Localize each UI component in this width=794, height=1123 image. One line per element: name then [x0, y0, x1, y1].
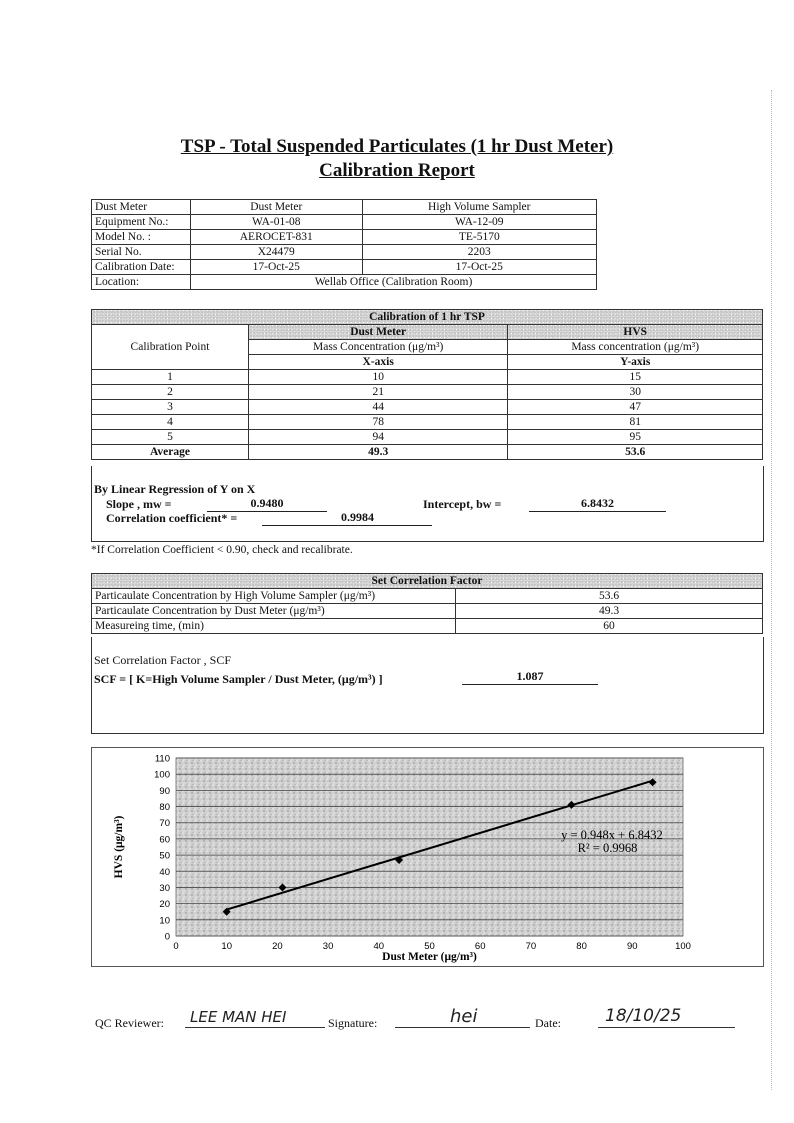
scf-formula: SCF = [ K=High Volume Sampler / Dust Meter, (μg/m³) ] [94, 672, 383, 686]
table-cell: 15 [508, 370, 763, 385]
table-row [92, 574, 763, 589]
table-cell: 4 [92, 415, 249, 430]
scf-value: 1.087 [462, 669, 598, 685]
calibration-chart [91, 747, 764, 967]
axis-label: Y-axis [508, 355, 763, 370]
average-x: 49.3 [249, 445, 508, 460]
table-row [92, 604, 763, 619]
table-row [92, 260, 597, 275]
table-cell: 49.3 [456, 604, 763, 619]
table-row [92, 370, 763, 385]
table-cell: 47 [508, 400, 763, 415]
correlation-label: Correlation coefficient* = [106, 511, 238, 525]
table-row [92, 325, 763, 340]
column-unit: Mass concentration (μg/m³) [508, 340, 763, 355]
table-cell: 30 [508, 385, 763, 400]
correlation-value-text: 0.9984 [341, 510, 374, 524]
calibration-table [91, 309, 763, 460]
table-cell: X24479 [191, 245, 363, 260]
scf-table [91, 573, 763, 634]
table-row [92, 415, 763, 430]
column-unit: Mass Concentration (μg/m³) [249, 340, 508, 355]
r-squared-label: R² = 0.9968 [577, 840, 638, 855]
intercept-value: 6.8432 [529, 496, 666, 512]
table-cell: 1 [92, 370, 249, 385]
y-tick-label: 0 [164, 931, 170, 943]
signature-label: Signature: [328, 1016, 378, 1030]
table-row [92, 245, 597, 260]
table-cell: 53.6 [456, 589, 763, 604]
intercept-label: Intercept, bw = [423, 497, 502, 511]
table-row [92, 230, 597, 245]
x-axis-label: Dust Meter (μg/m³) [382, 951, 477, 963]
table-row [92, 400, 763, 415]
x-tick-label: 10 [221, 941, 232, 952]
table-cell: 2203 [362, 245, 596, 260]
table-cell: Model No. : [92, 230, 191, 245]
table-cell: 94 [249, 430, 508, 445]
table-cell: 17-Oct-25 [362, 260, 596, 275]
table-row [92, 385, 763, 400]
scf-label: Set Correlation Factor , SCF [94, 653, 231, 667]
section-header: Set Correlation Factor [92, 574, 763, 589]
table-cell: 10 [249, 370, 508, 385]
x-tick-label: 80 [576, 941, 587, 952]
x-tick-label: 20 [272, 941, 283, 952]
table-cell: 95 [508, 430, 763, 445]
y-tick-label: 90 [159, 785, 170, 797]
table-cell: Dust Meter [92, 200, 191, 215]
x-tick-label: 60 [474, 941, 486, 952]
scf-box [91, 637, 764, 734]
y-tick-label: 20 [159, 899, 170, 911]
slope-label: Slope , mw = [106, 497, 172, 511]
table-cell: Calibration Date: [92, 260, 191, 275]
x-tick-label: 40 [373, 941, 385, 952]
axis-label: X-axis [249, 355, 508, 370]
column-header: HVS [508, 325, 763, 340]
x-tick-label: 70 [525, 941, 537, 952]
x-tick-label: 90 [627, 941, 638, 952]
y-tick-label: 100 [154, 769, 170, 781]
table-row [92, 430, 763, 445]
signature-line [395, 1027, 530, 1028]
x-tick-label: 100 [675, 941, 691, 952]
table-cell: Particaulate Concentration by High Volume Sampler (μg/m³) [92, 589, 456, 604]
slope-value: 0.9480 [207, 496, 327, 512]
correlation-value [262, 510, 432, 526]
table-cell: 78 [249, 415, 508, 430]
table-row [92, 200, 597, 215]
table-row [92, 445, 763, 460]
table-cell: 60 [456, 619, 763, 634]
date-value: 18/10/25 [605, 1006, 682, 1026]
table-cell: 21 [249, 385, 508, 400]
table-cell: 44 [249, 400, 508, 415]
chart-svg [92, 748, 763, 966]
y-axis-ticks [154, 754, 170, 943]
table-cell: TE-5170 [362, 230, 596, 245]
reviewer-name: LEE MAN HEI [190, 1008, 287, 1026]
reviewer-line [185, 1027, 325, 1028]
regression-box [91, 466, 764, 542]
table-row [92, 215, 597, 230]
y-axis-label: HVS (μg/m³) [113, 815, 125, 879]
table-cell: Particaulate Concentration by Dust Meter (μg/m³) [92, 604, 456, 619]
section-header: Calibration of 1 hr TSP [92, 310, 763, 325]
table-cell: 17-Oct-25 [191, 260, 363, 275]
table-cell: Wellab Office (Calibration Room) [191, 275, 597, 290]
table-cell: WA-12-09 [362, 215, 596, 230]
table-row [92, 619, 763, 634]
y-tick-label: 30 [159, 882, 170, 894]
table-cell: 5 [92, 430, 249, 445]
table-cell: Location: [92, 275, 191, 290]
y-tick-label: 10 [159, 915, 170, 927]
regression-heading: By Linear Regression of Y on X [94, 482, 256, 496]
page-edge-line [771, 90, 772, 1090]
date-label: Date: [535, 1016, 561, 1030]
table-cell: WA-01-08 [191, 215, 363, 230]
table-cell: High Volume Sampler [362, 200, 596, 215]
trendline-equation: y = 0.948x + 6.8432 [561, 827, 663, 842]
x-tick-label: 30 [322, 941, 334, 952]
table-cell: 81 [508, 415, 763, 430]
table-cell: Dust Meter [191, 200, 363, 215]
table-cell: AEROCET-831 [191, 230, 363, 245]
report-subtitle: Calibration Report [319, 160, 475, 181]
correlation-note: *If Correlation Coefficient < 0.90, check and recalibrate. [91, 544, 353, 556]
y-tick-label: 60 [159, 834, 170, 846]
column-header: Calibration Point [92, 325, 249, 370]
y-tick-label: 40 [159, 866, 170, 878]
y-tick-label: 70 [159, 818, 170, 830]
column-header: Dust Meter [249, 325, 508, 340]
table-cell: Serial No. [92, 245, 191, 260]
average-label: Average [92, 445, 249, 460]
report-title: TSP - Total Suspended Particulates (1 hr Dust Meter) [180, 136, 614, 157]
y-tick-label: 80 [159, 802, 170, 814]
x-tick-label: 0 [173, 941, 179, 952]
equipment-table [91, 199, 597, 290]
x-tick-label: 50 [424, 941, 435, 952]
y-tick-label: 110 [154, 753, 170, 765]
table-cell: Equipment No.: [92, 215, 191, 230]
y-tick-label: 50 [159, 850, 170, 862]
signature-value: hei [450, 1006, 478, 1027]
table-row [92, 589, 763, 604]
table-row [92, 310, 763, 325]
date-line [598, 1027, 735, 1028]
table-cell: Measureing time, (min) [92, 619, 456, 634]
reviewer-label: QC Reviewer: [95, 1016, 164, 1030]
table-cell: 3 [92, 400, 249, 415]
table-cell: 2 [92, 385, 249, 400]
table-row [92, 275, 597, 290]
average-y: 53.6 [508, 445, 763, 460]
